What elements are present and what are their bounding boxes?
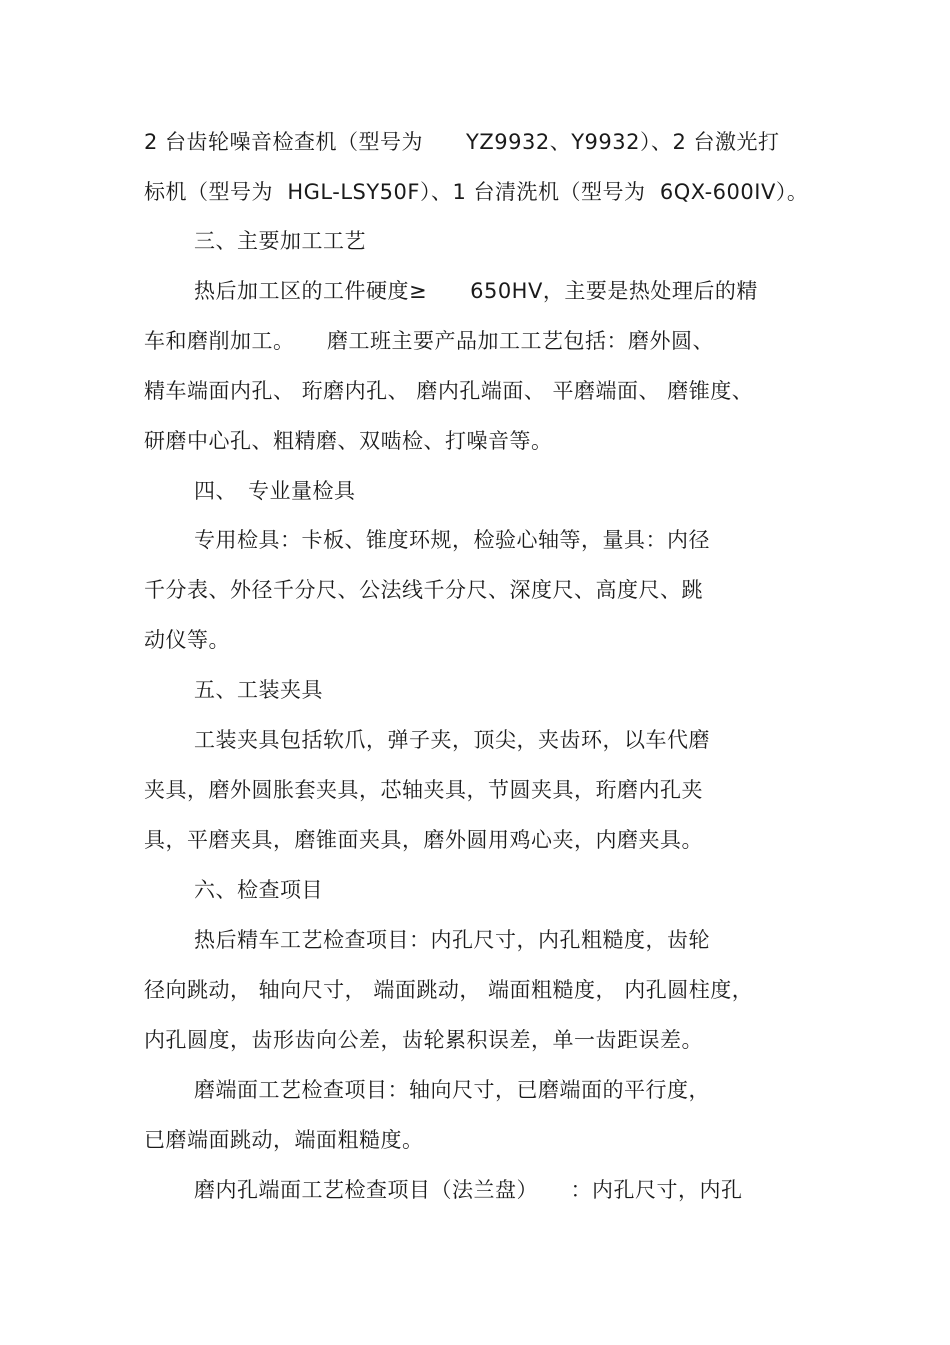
section-heading: 三、主要加工工艺 — [194, 229, 366, 253]
text-line: 研磨中心孔、粗精磨、双啮检、打噪音等。 — [144, 429, 553, 453]
text-line: 标机（型号为 HGL-LSY50F）、1 台清洗机（型号为 6QX-600IV）。 — [144, 180, 809, 204]
text-line: 磨端面工艺检查项目：轴向尺寸，已磨端面的平行度， — [194, 1078, 710, 1102]
section-heading: 四、 专业量检具 — [194, 479, 356, 503]
text-line: 热后精车工艺检查项目：内孔尺寸，内孔粗糙度，齿轮 — [194, 928, 710, 952]
text-line: 径向跳动， 轴向尺寸， 端面跳动， 端面粗糙度， 内孔圆柱度， — [144, 978, 754, 1002]
section-heading: 五、工装夹具 — [194, 678, 323, 702]
text-line: 磨内孔端面工艺检查项目（法兰盘） ：内孔尺寸，内孔 — [194, 1178, 743, 1202]
text-line: 夹具，磨外圆胀套夹具，芯轴夹具，节圆夹具，珩磨内孔夹 — [144, 778, 703, 802]
text-line: 车和磨削加工。 磨工班主要产品加工工艺包括：磨外圆、 — [144, 329, 714, 353]
text-line: 专用检具：卡板、锥度环规，检验心轴等，量具：内径 — [194, 528, 710, 552]
section-heading: 六、检查项目 — [194, 878, 323, 902]
text-line: 2 台齿轮噪音检查机（型号为 YZ9932、Y9932）、2 台激光打 — [144, 130, 780, 154]
text-line: 热后加工区的工件硬度≥ 650HV，主要是热处理后的精 — [194, 279, 758, 303]
text-line: 精车端面内孔、 珩磨内孔、 磨内孔端面、 平磨端面、 磨锥度、 — [144, 379, 754, 403]
text-line: 具，平磨夹具，磨锥面夹具，磨外圆用鸡心夹，内磨夹具。 — [144, 828, 703, 852]
text-line: 工装夹具包括软爪，弹子夹，顶尖，夹齿环，以车代磨 — [194, 728, 710, 752]
text-line: 已磨端面跳动，端面粗糙度。 — [144, 1128, 424, 1152]
text-line: 内孔圆度，齿形齿向公差，齿轮累积误差，单一齿距误差。 — [144, 1028, 703, 1052]
text-line: 动仪等。 — [144, 628, 230, 652]
text-line: 千分表、外径千分尺、公法线千分尺、深度尺、高度尺、跳 — [144, 578, 703, 602]
